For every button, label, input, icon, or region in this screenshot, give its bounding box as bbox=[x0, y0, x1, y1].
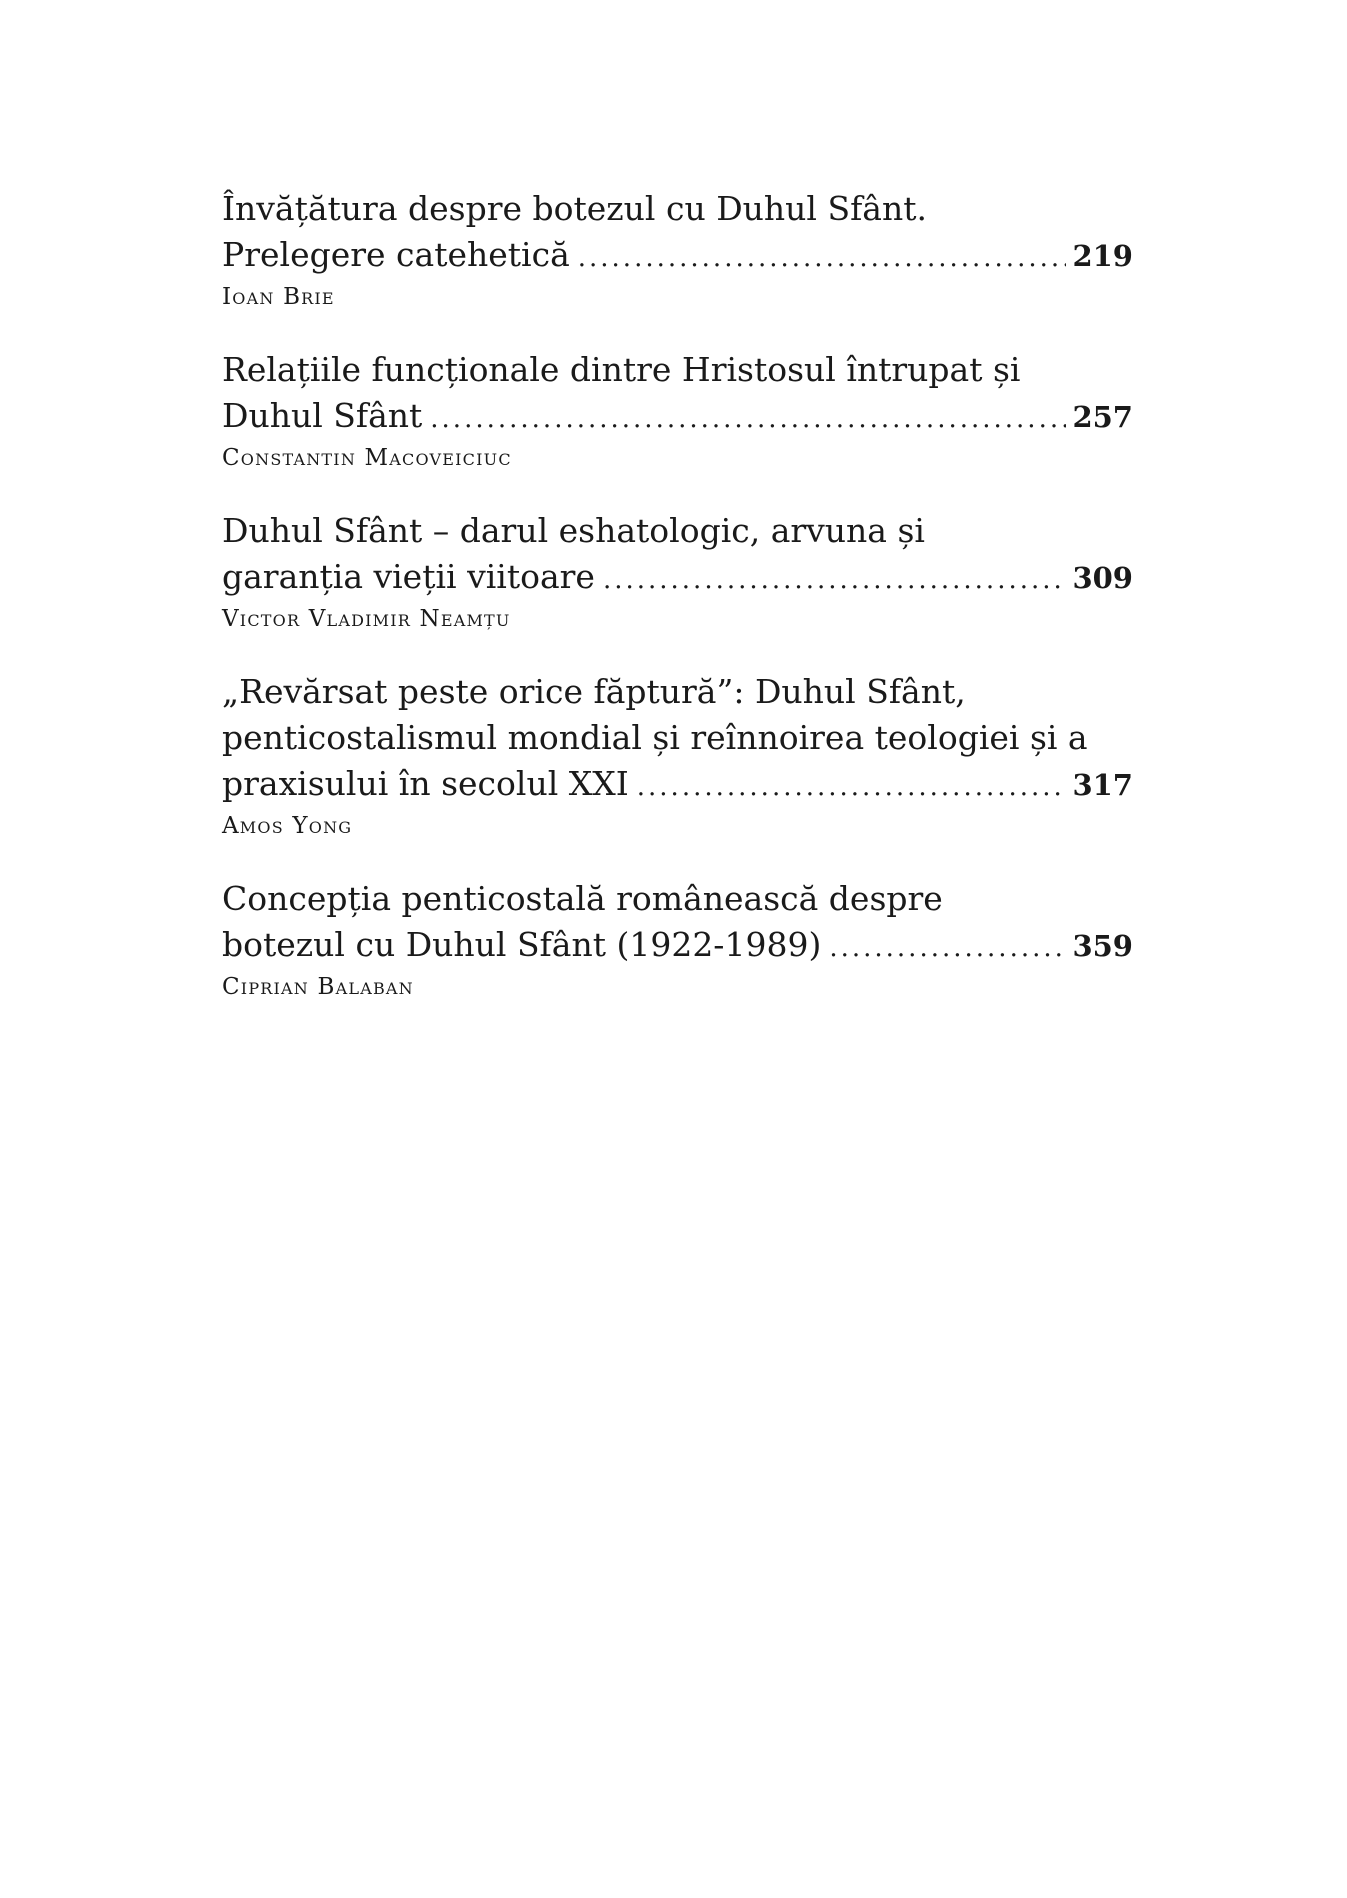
toc-entry-page-number: 257 bbox=[1072, 400, 1133, 434]
toc-entry-title-line: penticostalismul mondial și reînnoirea teologiei și a bbox=[222, 718, 1088, 757]
toc-entry-author: Victor Vladimir Neamțu bbox=[222, 606, 511, 632]
toc-entry-last-line bbox=[222, 393, 1133, 439]
toc-entry bbox=[222, 669, 1133, 843]
dot-leader bbox=[829, 925, 1066, 971]
dot-leader bbox=[603, 557, 1067, 603]
toc-entry-page-number: 359 bbox=[1072, 929, 1133, 963]
toc-entry-author: Ioan Brie bbox=[222, 284, 335, 310]
dot-leader bbox=[430, 396, 1066, 442]
toc-entry bbox=[222, 186, 1133, 314]
toc-entry-author: Constantin Macoveiciuc bbox=[222, 445, 512, 471]
toc-entry bbox=[222, 508, 1133, 636]
toc-entry-title-line: „Revărsat peste orice făptură”: Duhul Sfânt, bbox=[222, 672, 966, 711]
toc-entry-last-line bbox=[222, 922, 1133, 968]
toc-entry-page-number: 317 bbox=[1072, 768, 1133, 802]
toc-entry bbox=[222, 347, 1133, 475]
toc-entry-last-line bbox=[222, 554, 1133, 600]
toc-entry-title-end: garanția vieții viitoare bbox=[222, 557, 595, 596]
toc-entry-title-line: Învățătura despre botezul cu Duhul Sfânt. bbox=[222, 189, 927, 228]
toc-entry-page-number: 309 bbox=[1072, 561, 1133, 595]
toc-entry-page-number: 219 bbox=[1072, 239, 1133, 273]
toc-entry-author: Ciprian Balaban bbox=[222, 974, 414, 1000]
toc-entry-title-line: Concepția penticostală românească despre bbox=[222, 879, 943, 918]
toc-entry-last-line bbox=[222, 232, 1133, 278]
toc-entry-author: Amos Yong bbox=[222, 813, 353, 839]
dot-leader bbox=[578, 235, 1067, 281]
toc-entry bbox=[222, 876, 1133, 1004]
toc-entry-last-line bbox=[222, 761, 1133, 807]
toc-entry-title-end: Prelegere catehetică bbox=[222, 235, 570, 274]
dot-leader bbox=[637, 764, 1067, 810]
toc-entry-title-line: Relațiile funcționale dintre Hristosul întrupat și bbox=[222, 350, 1021, 389]
toc-entry-title-end: botezul cu Duhul Sfânt (1922-1989) bbox=[222, 925, 822, 964]
toc-entry-title-line: Duhul Sfânt – darul eshatologic, arvuna și bbox=[222, 511, 925, 550]
table-of-contents bbox=[222, 186, 1133, 1037]
toc-entry-title-end: praxisului în secolul XXI bbox=[222, 764, 629, 803]
toc-entry-title-end: Duhul Sfânt bbox=[222, 396, 423, 435]
